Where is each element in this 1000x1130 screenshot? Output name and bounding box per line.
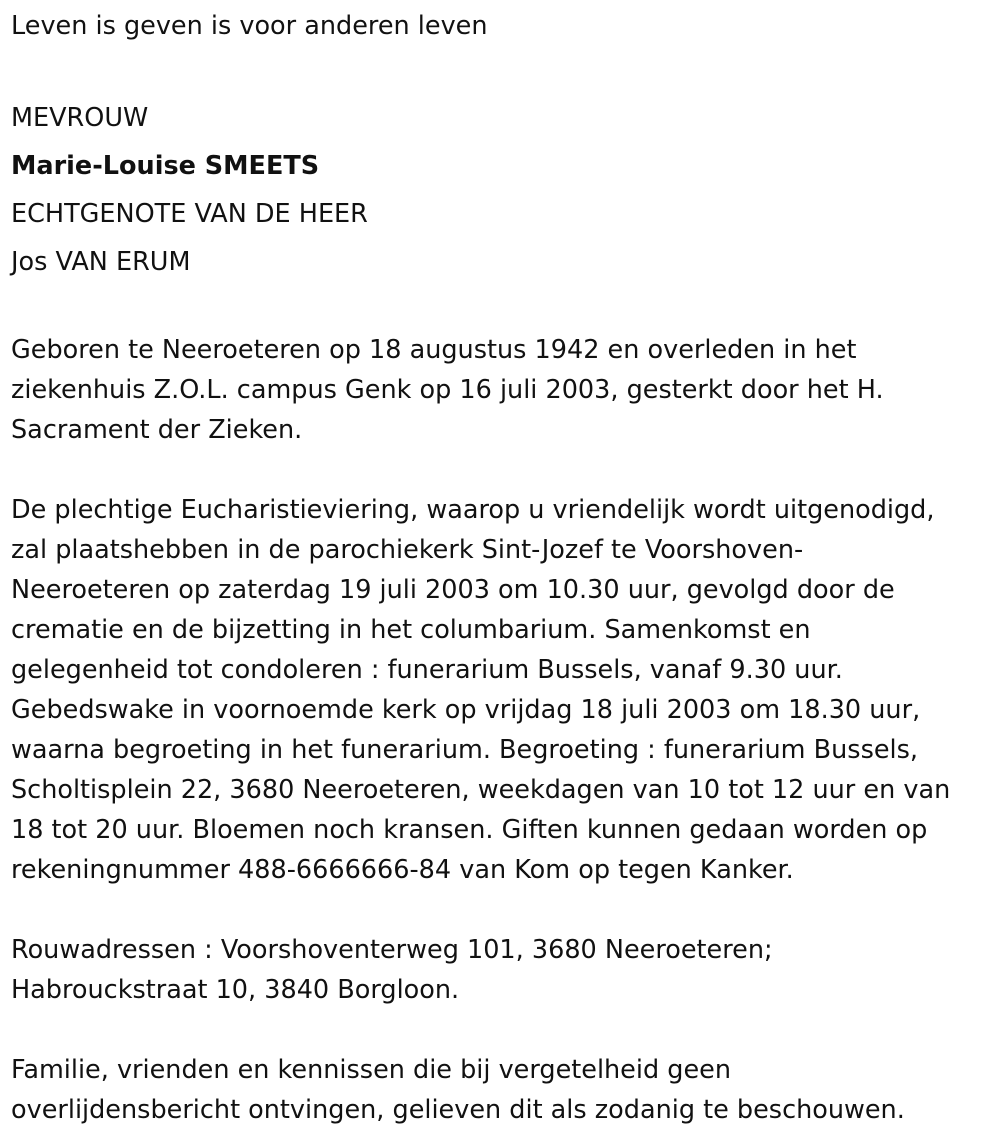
paragraph-line: Geboren te Neeroeteren op 18 augustus 1942 en overleden in het — [11, 335, 857, 365]
motto: Leven is geven is voor anderen leven — [11, 11, 488, 41]
paragraph-line: overlijdensbericht ontvingen, gelieven dit als zodanig te beschouwen. — [11, 1095, 905, 1125]
paragraph-line: waarna begroeting in het funerarium. Begroeting : funerarium Bussels, — [11, 735, 919, 765]
paragraph-line: ziekenhuis Z.O.L. campus Genk op 16 juli 2003, gesterkt door het H. — [11, 375, 884, 405]
relation: ECHTGENOTE VAN DE HEER — [11, 199, 368, 229]
paragraph-line: 18 tot 20 uur. Bloemen noch kransen. Giften kunnen gedaan worden op — [11, 815, 928, 845]
paragraph-line: Neeroeteren op zaterdag 19 juli 2003 om 10.30 uur, gevolgd door de — [11, 575, 895, 605]
spouse-name: Jos VAN ERUM — [11, 247, 191, 277]
paragraph-line: Rouwadressen : Voorshoventerweg 101, 3680 Neeroeteren; — [11, 935, 773, 965]
family-paragraph — [11, 1050, 986, 1130]
title: MEVROUW — [11, 103, 149, 133]
paragraph-line: De plechtige Eucharistieviering, waarop u vriendelijk wordt uitgenodigd, — [11, 495, 935, 525]
paragraph-line: Habrouckstraat 10, 3840 Borgloon. — [11, 975, 460, 1005]
ceremony-paragraph — [11, 490, 986, 890]
paragraph-line: crematie en de bijzetting in het columbarium. Samenkomst en — [11, 615, 811, 645]
birth-death-paragraph — [11, 330, 986, 450]
deceased-heading — [11, 94, 986, 286]
obituary-document — [11, 6, 986, 1130]
paragraph-line: Scholtisplein 22, 3680 Neeroeteren, weekdagen van 10 tot 12 uur en van — [11, 775, 951, 805]
deceased-name: Marie-Louise SMEETS — [11, 151, 320, 181]
paragraph-line: Gebedswake in voornoemde kerk op vrijdag 18 juli 2003 om 18.30 uur, — [11, 695, 921, 725]
paragraph-line: rekeningnummer 488-6666666-84 van Kom op tegen Kanker. — [11, 855, 794, 885]
paragraph-line: Sacrament der Zieken. — [11, 415, 303, 445]
paragraph-line: zal plaatshebben in de parochiekerk Sint-Jozef te Voorshoven- — [11, 535, 804, 565]
paragraph-line: gelegenheid tot condoleren : funerarium Bussels, vanaf 9.30 uur. — [11, 655, 843, 685]
addresses-paragraph — [11, 930, 986, 1010]
paragraph-line: Familie, vrienden en kennissen die bij vergetelheid geen — [11, 1055, 731, 1085]
